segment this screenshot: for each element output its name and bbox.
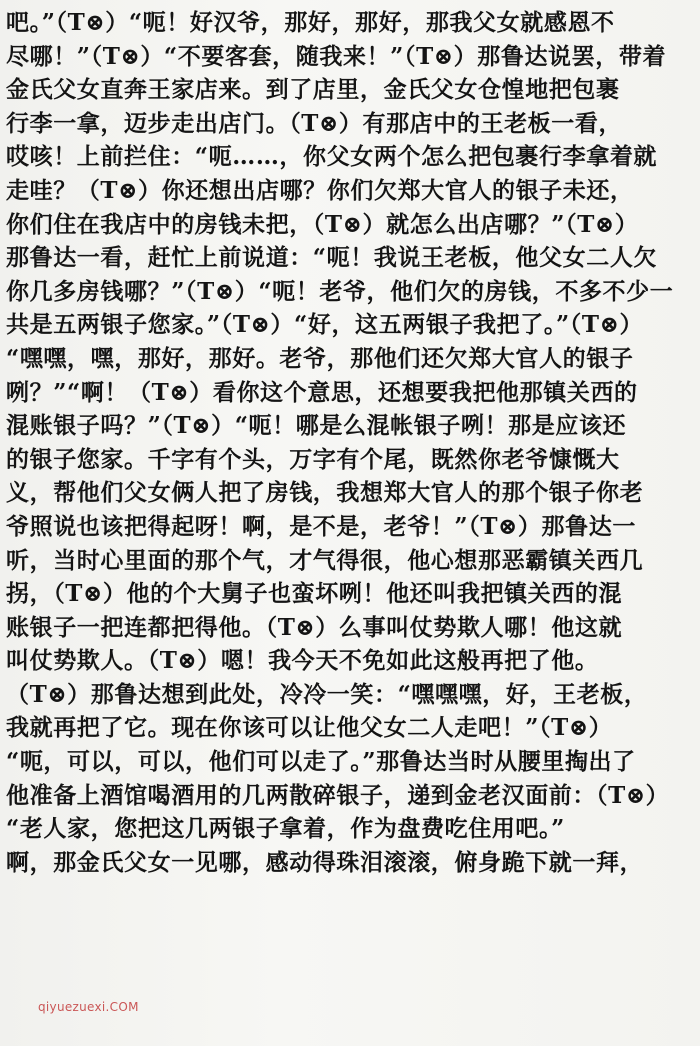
text-line-22: 我就再把了它。现在你该可以让他父女二人走吧！”（T⊗） <box>6 714 613 742</box>
text-line-18: 拐，（T⊗）他的个大舅子也蛮坏咧！他还叫我把镇关西的混 <box>6 580 623 608</box>
text-line-16: 爷照说也该把得起呀！啊，是不是，老爷！”（T⊗）那鲁达一 <box>6 512 636 540</box>
text-line-3: 金氏父女直奔王家店来。到了店里，金氏父女仓惶地把包裹 <box>6 76 620 104</box>
text-line-24: 他准备上酒馆喝酒用的几两散碎银子，递到金老汉面前：（T⊗） <box>6 781 670 809</box>
text-line-4: 行李一拿，迈步走出店门。（T⊗）有那店中的王老板一看， <box>6 109 623 137</box>
text-line-8: 那鲁达一看，赶忙上前说道：“呃！我说王老板，他父女二人欠 <box>6 244 658 272</box>
text-line-10: 共是五两银子您家。”（T⊗）“好，这五两银子我把了。”（T⊗） <box>6 311 644 339</box>
text-line-14: 的银子您家。千字有个头，万字有个尾，既然你老爷慷慨大 <box>6 445 620 473</box>
text-line-6: 走哇？（T⊗）你还想出店哪？你们欠郑大官人的银子未还， <box>6 176 634 204</box>
text-line-12: 咧？”“啊！（T⊗）看你这个意思，还想要我把他那镇关西的 <box>6 378 638 406</box>
text-line-21: （T⊗）那鲁达想到此处，冷冷一笑：“嘿嘿嘿，好，王老板， <box>6 680 648 708</box>
text-line-23: “呃，可以，可以，他们可以走了。”那鲁达当时从腰里掏出了 <box>6 748 636 776</box>
text-line-17: 听，当时心里面的那个气，才气得很，他心想那恶霸镇关西几 <box>6 546 644 574</box>
text-line-15: 义，帮他们父女俩人把了房钱，我想郑大官人的那个银子你老 <box>6 479 644 507</box>
text-line-2: 尽哪！”（T⊗）“不要客套，随我来！”（T⊗）那鲁达说罢，带着 <box>6 42 667 70</box>
text-line-5: 哎咳！上前拦住：“呃……，你父女两个怎么把包裹行李拿着就 <box>6 143 658 171</box>
text-line-20: 叫仗势欺人。（T⊗）嗯！我今天不免如此这般再把了他。 <box>6 647 599 675</box>
text-line-7: 你们住在我店中的房钱未把，（T⊗）就怎么出店哪？”（T⊗） <box>6 210 639 238</box>
watermark-text: qiyuezuexi.COM <box>38 1000 139 1014</box>
text-line-11: “嘿嘿，嘿，那好，那好。老爷，那他们还欠郑大官人的银子 <box>6 344 634 372</box>
text-line-1: 吧。”（T⊗）“呃！好汉爷，那好，那好，那我父女就感恩不 <box>6 9 615 36</box>
text-line-19: 账银子一把连都把得他。（T⊗）么事叫仗势欺人哪！他这就 <box>6 613 623 641</box>
text-block <box>6 6 700 879</box>
text-line-26: 啊，那金氏父女一见哪，感动得珠泪滚滚，俯身跪下就一拜， <box>6 848 644 876</box>
text-line-13: 混账银子吗？”（T⊗）“呃！哪是么混帐银子咧！那是应该还 <box>6 412 627 440</box>
text-line-9: 你几多房钱哪？”（T⊗）“呃！老爷，他们欠的房钱，不多不少一 <box>6 277 674 305</box>
text-line-25: “老人家，您把这几两银子拿着，作为盘费吃住用吧。” <box>6 815 565 843</box>
